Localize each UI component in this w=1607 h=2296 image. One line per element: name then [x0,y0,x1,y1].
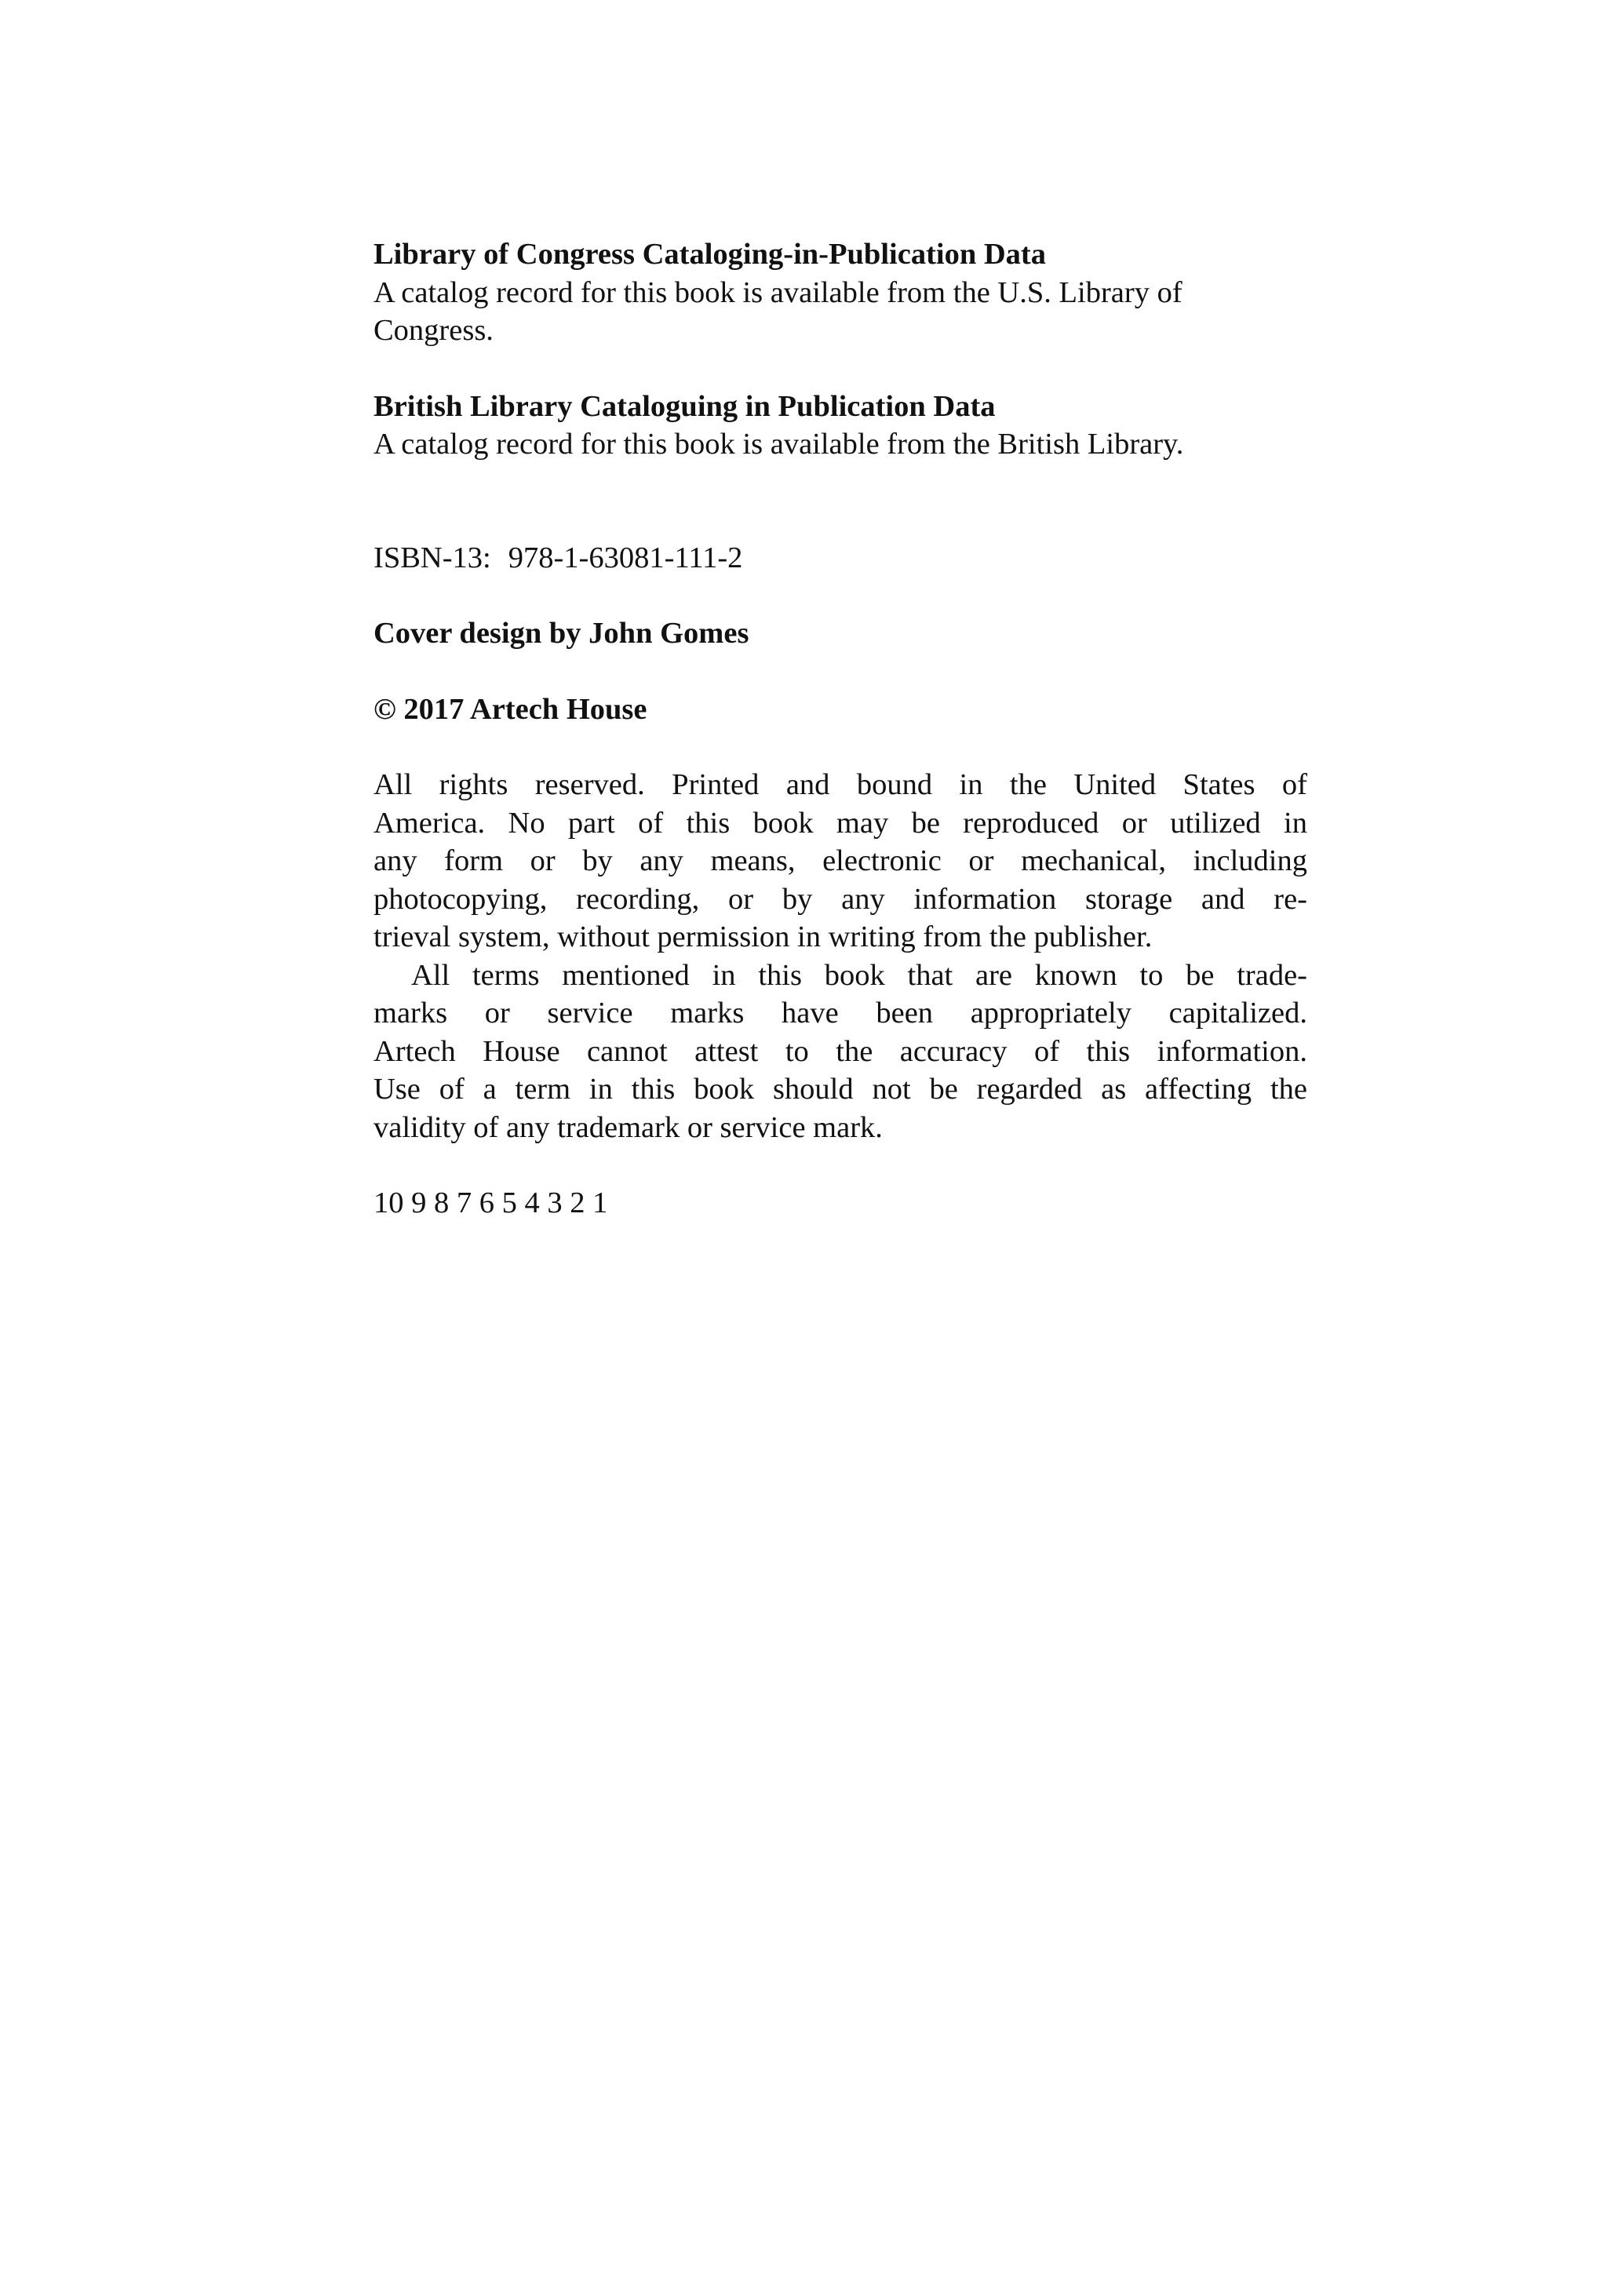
trademark-paragraph [374,957,1307,1147]
rights-line: any form or by any means, electronic or mechanical, including [374,844,1307,877]
loc-cip-block [374,235,1307,350]
rights-paragraph [374,766,1307,957]
loc-cip-text-line-1: A catalog record for this book is available from the U.S. Library of [374,275,1182,309]
copyright-notice [374,691,1307,729]
printing-line: 10 9 8 7 6 5 4 3 2 1 [374,1186,608,1219]
isbn-label: ISBN-13: [374,541,491,574]
trademark-line: validity of any trademark or service mark. [374,1110,883,1144]
bl-cip-block [374,388,1307,464]
printing-line-block [374,1184,1307,1223]
trademark-line: Artech House cannot attest to the accuracy of this information. [374,1034,1307,1068]
isbn-line [374,539,1307,578]
rights-line: America. No part of this book may be reproduced or utilized in [374,806,1307,840]
trademark-line: All terms mentioned in this book that are known to be trade- [411,958,1307,992]
cover-design-credit: Cover design by John Gomes [374,617,749,650]
bl-cip-heading: British Library Cataloguing in Publication Data [374,389,996,423]
rights-line: photocopying, recording, or by any information storage and re- [374,882,1307,916]
cover-credit [374,614,1307,653]
copyright-page [374,235,1307,1223]
rights-line: trieval system, without permission in writing from the publisher. [374,920,1153,953]
rights-line: All rights reserved. Printed and bound in the United States of [374,768,1307,801]
copyright-line: © 2017 Artech House [374,692,647,726]
loc-cip-heading: Library of Congress Cataloging-in-Publication Data [374,238,1047,271]
trademark-line: marks or service marks have been appropriately capitalized. [374,997,1307,1030]
loc-cip-text-line-2: Congress. [374,314,494,347]
bl-cip-text: A catalog record for this book is available from the British Library. [374,428,1184,461]
isbn-value: 978-1-63081-111-2 [508,541,743,574]
trademark-line: Use of a term in this book should not be regarded as affecting the [374,1073,1307,1106]
